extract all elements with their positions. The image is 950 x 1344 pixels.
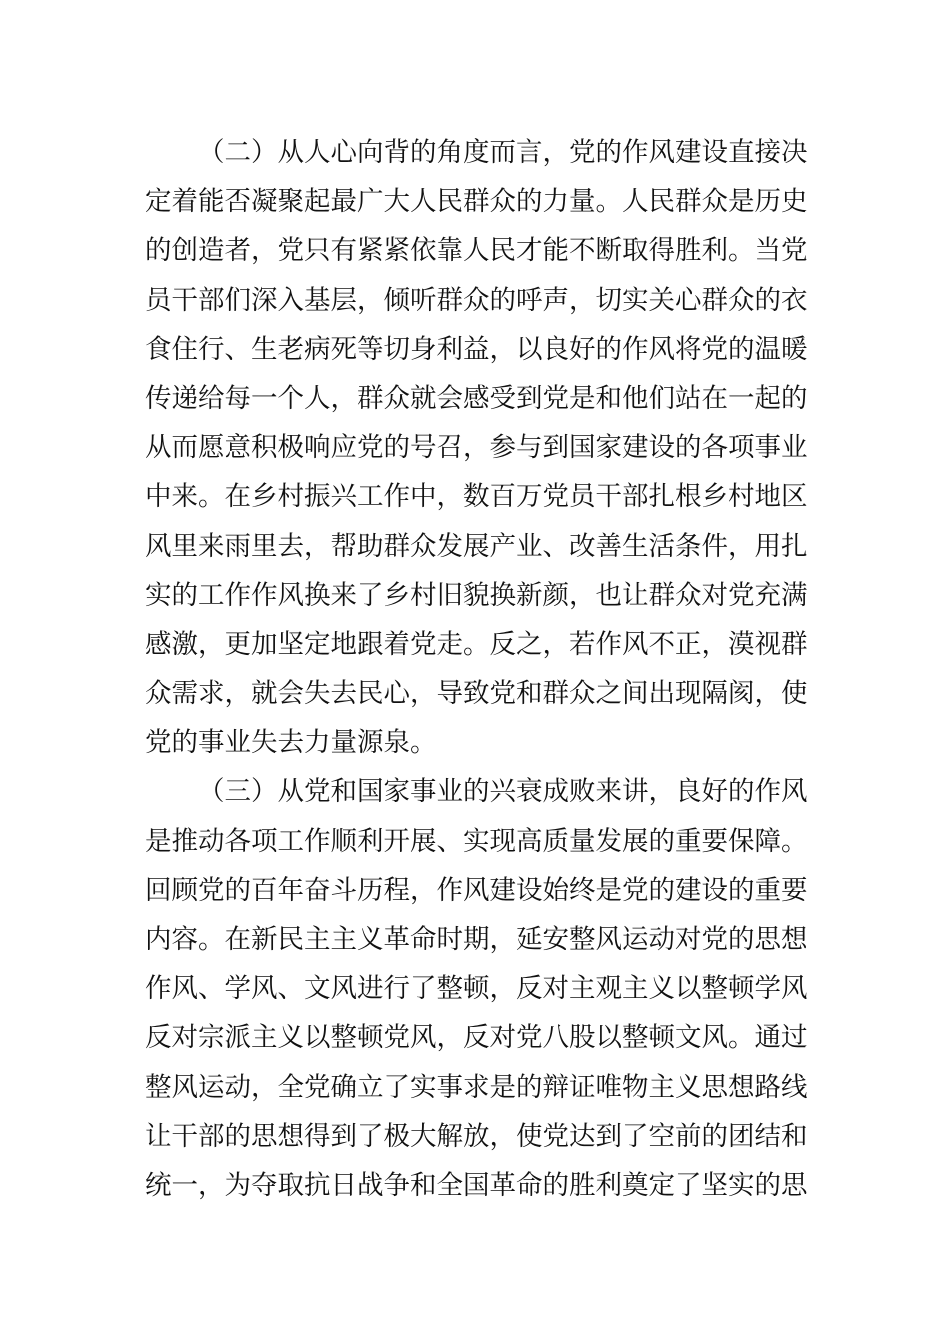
paragraph-3-line-7: 整风运动，全党确立了实事求是的辩证唯物主义思想路线 <box>145 1071 808 1103</box>
paragraph-3-line-6: 反对宗派主义以整顿党风，反对党八股以整顿文风。通过 <box>145 1022 808 1054</box>
paragraph-3-line-1: （三）从党和国家事业的兴衰成败来讲，良好的作风 <box>198 776 808 808</box>
paragraph-2-line-5: 食住行、生老病死等切身利益，以良好的作风将党的温暖 <box>145 333 808 365</box>
paragraph-3-line-9: 统一，为夺取抗日战争和全国革命的胜利奠定了坚实的思 <box>145 1169 808 1201</box>
paragraph-3-line-4: 内容。在新民主主义革命时期，延安整风运动对党的思想 <box>145 924 808 955</box>
paragraph-3-line-8: 让干部的思想得到了极大解放，使党达到了空前的团结和 <box>145 1120 808 1152</box>
paragraph-2-line-9: 风里来雨里去，帮助群众发展产业、改善生活条件，用扎 <box>145 530 808 562</box>
paragraph-2-line-13: 党的事业失去力量源泉。 <box>145 727 437 759</box>
paragraph-2-line-10: 实的工作作风换来了乡村旧貌换新颜，也让群众对党充满 <box>145 579 808 611</box>
paragraph-2-line-4: 员干部们深入基层，倾听群众的呼声，切实关心群众的衣 <box>145 284 808 316</box>
paragraph-2-line-1: （二）从人心向背的角度而言，党的作风建设直接决 <box>198 137 808 168</box>
paragraph-3-line-3: 回顾党的百年奋斗历程，作风建设始终是党的建设的重要 <box>145 874 808 906</box>
paragraph-2-line-6: 传递给每一个人，群众就会感受到党是和他们站在一起的 <box>145 382 808 414</box>
paragraph-2-line-3: 的创造者，党只有紧紧依靠人民才能不断取得胜利。当党 <box>145 235 808 267</box>
paragraph-2-line-12: 众需求，就会失去民心，导致党和群众之间出现隔阂，使 <box>145 678 808 710</box>
paragraph-2-line-7: 从而愿意积极响应党的号召，参与到国家建设的各项事业 <box>145 432 808 464</box>
paragraph-3-line-2: 是推动各项工作顺利开展、实现高质量发展的重要保障。 <box>145 825 808 857</box>
paragraph-2-line-11: 感激，更加坚定地跟着党走。反之，若作风不正，漠视群 <box>145 628 808 660</box>
paragraph-2-line-2: 定着能否凝聚起最广大人民群众的力量。人民群众是历史 <box>145 186 808 218</box>
document-body <box>145 128 815 1210</box>
paragraph-3-line-5: 作风、学风、文风进行了整顿，反对主观主义以整顿学风 <box>145 973 808 1005</box>
paragraph-2-line-8: 中来。在乡村振兴工作中，数百万党员干部扎根乡村地区 <box>145 481 808 513</box>
